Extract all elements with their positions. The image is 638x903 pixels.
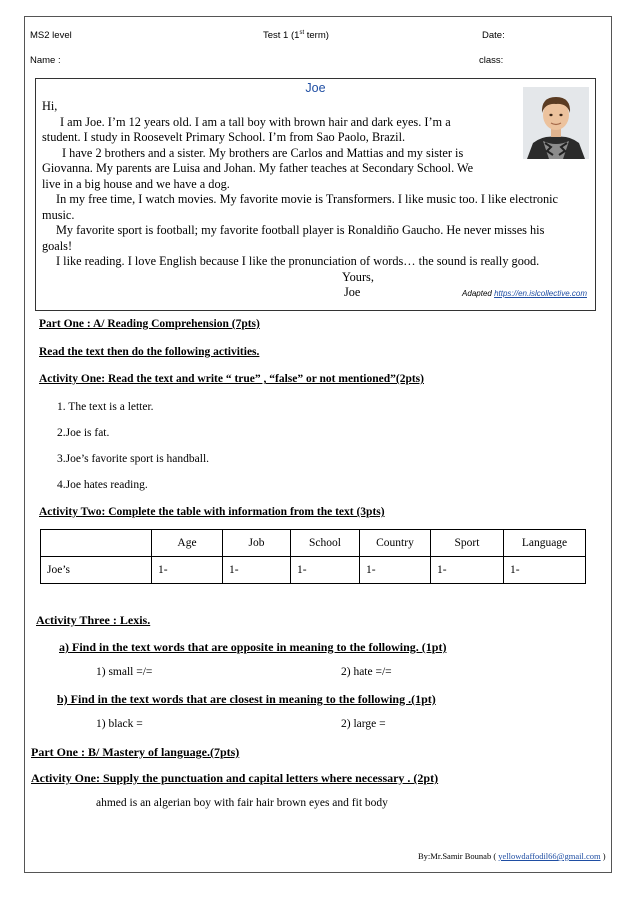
passage-line: goals! — [42, 238, 73, 253]
passage-title: Joe — [305, 81, 326, 95]
table-header-cell: Sport — [431, 530, 504, 557]
passage-line: I like reading. I love English because I like the pronunciation of words… the sound is really good. — [56, 254, 540, 268]
test-end: term) — [304, 30, 329, 42]
footer-close: ) — [600, 851, 606, 861]
passage-line: music. — [42, 207, 75, 222]
test-label — [263, 30, 329, 41]
passage-signature: Joe — [344, 285, 361, 299]
passage-line: Giovanna. My parents are Luisa and Johan. My father teaches at Secondary School. We — [42, 161, 474, 175]
passage-line: student. I study in Roosevelt Primary School. I’m from Sao Paolo, Brazil. — [42, 130, 406, 144]
passage-closing: Yours, — [342, 269, 374, 284]
table-cell: 1- — [360, 557, 431, 584]
lexis-b-instruction: b) Find in the text words that are closest in meaning to the following .(1pt) — [57, 692, 436, 706]
part-a-title: Part One : A/ Reading Comprehension (7pts) — [39, 318, 260, 330]
footer-author: By:Mr.Samir Bounab ( — [418, 851, 499, 861]
part-a-instruction: Read the text then do the following activities. — [39, 346, 260, 358]
table-cell: Joe’s — [41, 557, 152, 584]
activity-three-title: Activity Three : Lexis. — [36, 613, 151, 627]
lexis-a-item: 1) small =/= — [96, 666, 153, 678]
table-header-cell: Job — [223, 530, 291, 557]
activity-one-item: 1. The text is a letter. — [57, 401, 154, 413]
class-label: class: — [479, 55, 504, 66]
table-header-row — [41, 530, 586, 557]
passage-text — [42, 99, 588, 301]
table-header-cell: Age — [152, 530, 223, 557]
level-label: MS2 level — [30, 30, 72, 41]
table-header-cell: School — [291, 530, 360, 557]
table-cell: 1- — [431, 557, 504, 584]
passage-greeting: Hi, — [42, 99, 58, 113]
source-credit — [462, 289, 587, 298]
lexis-b-item: 2) large = — [341, 718, 386, 730]
lexis-a-instruction: a) Find in the text words that are opposite in meaning to the following. (1pt) — [59, 640, 447, 654]
footer-email-link[interactable]: yellowdaffodil66@gmail.com — [498, 851, 601, 861]
passage-line: I am Joe. I’m 12 years old. I am a tall boy with brown hair and dark eyes. I’m a — [60, 114, 451, 129]
table-header-cell: Country — [360, 530, 431, 557]
activity-one-item: 3.Joe’s favorite sport is handball. — [57, 453, 210, 465]
test-text: Test 1 (1 — [263, 30, 300, 42]
info-table — [40, 529, 586, 584]
table-cell: 1- — [291, 557, 360, 584]
activity-one-title: Activity One: Read the text and write “ true” , “false” or not mentioned”(2pts) — [39, 373, 424, 385]
table-header-cell: Language — [504, 530, 586, 557]
table-cell: 1- — [152, 557, 223, 584]
source-prefix: Adapted — [462, 289, 495, 298]
part-b-activity-one-title: Activity One: Supply the punctuation and capital letters where necessary . (2pt) — [31, 771, 439, 785]
date-label: Date: — [482, 30, 505, 41]
part-b-title: Part One : B/ Mastery of language.(7pts) — [31, 745, 240, 759]
reading-passage-box — [35, 78, 596, 311]
passage-line: live in a big house and we have a dog. — [42, 176, 230, 191]
punctuation-sentence: ahmed is an algerian boy with fair hair brown eyes and fit body — [96, 797, 388, 809]
activity-one-item: 4.Joe hates reading. — [57, 479, 148, 491]
activity-one-item: 2.Joe is fat. — [57, 427, 110, 439]
source-link[interactable]: https://en.islcollective.com — [494, 289, 587, 298]
table-row — [41, 557, 586, 584]
footer-credit — [418, 851, 606, 861]
test-sup: st — [299, 30, 305, 36]
passage-line: In my free time, I watch movies. My favorite movie is Transformers. I like music too. I like electronic — [56, 192, 558, 206]
name-label: Name : — [30, 55, 61, 66]
lexis-b-item: 1) black = — [96, 718, 143, 730]
passage-line: I have 2 brothers and a sister. My brothers are Carlos and Mattias and my sister is — [62, 145, 464, 160]
table-cell: 1- — [223, 557, 291, 584]
table-header-cell — [41, 530, 152, 557]
passage-line: My favorite sport is football; my favorite football player is Ronaldiño Gaucho. He never misses his — [56, 223, 545, 237]
lexis-a-item: 2) hate =/= — [341, 666, 392, 678]
activity-two-title: Activity Two: Complete the table with information from the text (3pts) — [39, 506, 385, 518]
table-cell: 1- — [504, 557, 586, 584]
